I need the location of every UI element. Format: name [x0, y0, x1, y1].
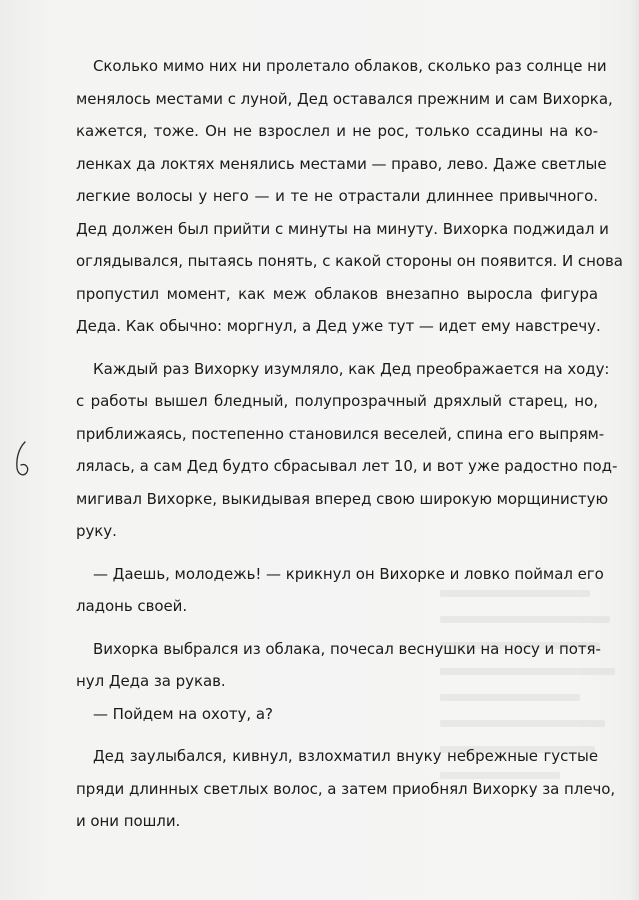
paragraph-4 — [76, 633, 601, 698]
text-line: Деда. Как обычно: моргнул, а Дед уже тут — идет ему навстречу. — [76, 317, 601, 335]
text-line: мигивал Вихорке, выкидывая вперед свою широкую морщинистую — [76, 489, 609, 508]
text-line: пряди длинных светлых волос, а затем приобнял Вихорку за плечо, — [76, 779, 616, 798]
text-line: Дед заулыбался, кивнул, взлохматил внуку небрежные густые — [93, 747, 598, 765]
page-edge-shadow — [629, 0, 639, 900]
text-line: приближаясь, постепенно становился веселей, спина его выпрям- — [76, 424, 605, 443]
text-line: Сколько мимо них ни пролетало облаков, сколько раз солнце ни — [93, 57, 607, 75]
text-line: руку. — [76, 522, 117, 540]
text-line: Дед должен был прийти с минуты на минуту. Вихорка поджидал и — [76, 219, 609, 238]
text-line: с работы вышел бледный, полупрозрачный дряхлый старец, но, — [76, 392, 598, 410]
text-line: и они пошли. — [76, 812, 181, 830]
text-line: нул Деда за рукав. — [76, 672, 226, 690]
paragraph-3 — [76, 558, 604, 623]
text-line: Вихорка выбрался из облака, почесал веснушки на носу и потя- — [93, 639, 601, 658]
text-line: ленках да локтях менялись местами — право, лево. Даже светлые — [76, 154, 607, 173]
body-text — [76, 50, 623, 838]
text-line: пропустил момент, как меж облаков внезапно выросла фигура — [76, 284, 598, 303]
text-line: ладонь своей. — [76, 597, 188, 615]
paragraph-1 — [76, 50, 623, 343]
paragraph-6 — [76, 740, 616, 838]
text-line: менялось местами с луной, Дед оставался прежним и сам Вихорка, — [76, 89, 613, 108]
paragraph-2 — [76, 353, 618, 548]
text-line: лялась, а сам Дед будто сбрасывал лет 10, и вот уже радостно под- — [76, 457, 618, 475]
text-line: — Пойдем на охоту, а? — [93, 704, 273, 723]
text-line: кажется, тоже. Он не взрослел и не рос, только ссадины на ко- — [76, 122, 598, 140]
text-line: легкие волосы у него — и те не отрастали длиннее привычного. — [76, 187, 598, 205]
paragraph-5 — [76, 698, 598, 731]
handwritten-six-icon — [12, 440, 34, 480]
handwritten-page-number — [12, 440, 34, 480]
text-line: оглядывался, пытаясь понять, с какой стороны он появится. И снова — [76, 252, 623, 270]
text-line: — Даешь, молодежь! — крикнул он Вихорке и ловко поймал его — [93, 564, 604, 583]
text-line: Каждый раз Вихорку изумляло, как Дед преображается на ходу: — [93, 359, 610, 378]
